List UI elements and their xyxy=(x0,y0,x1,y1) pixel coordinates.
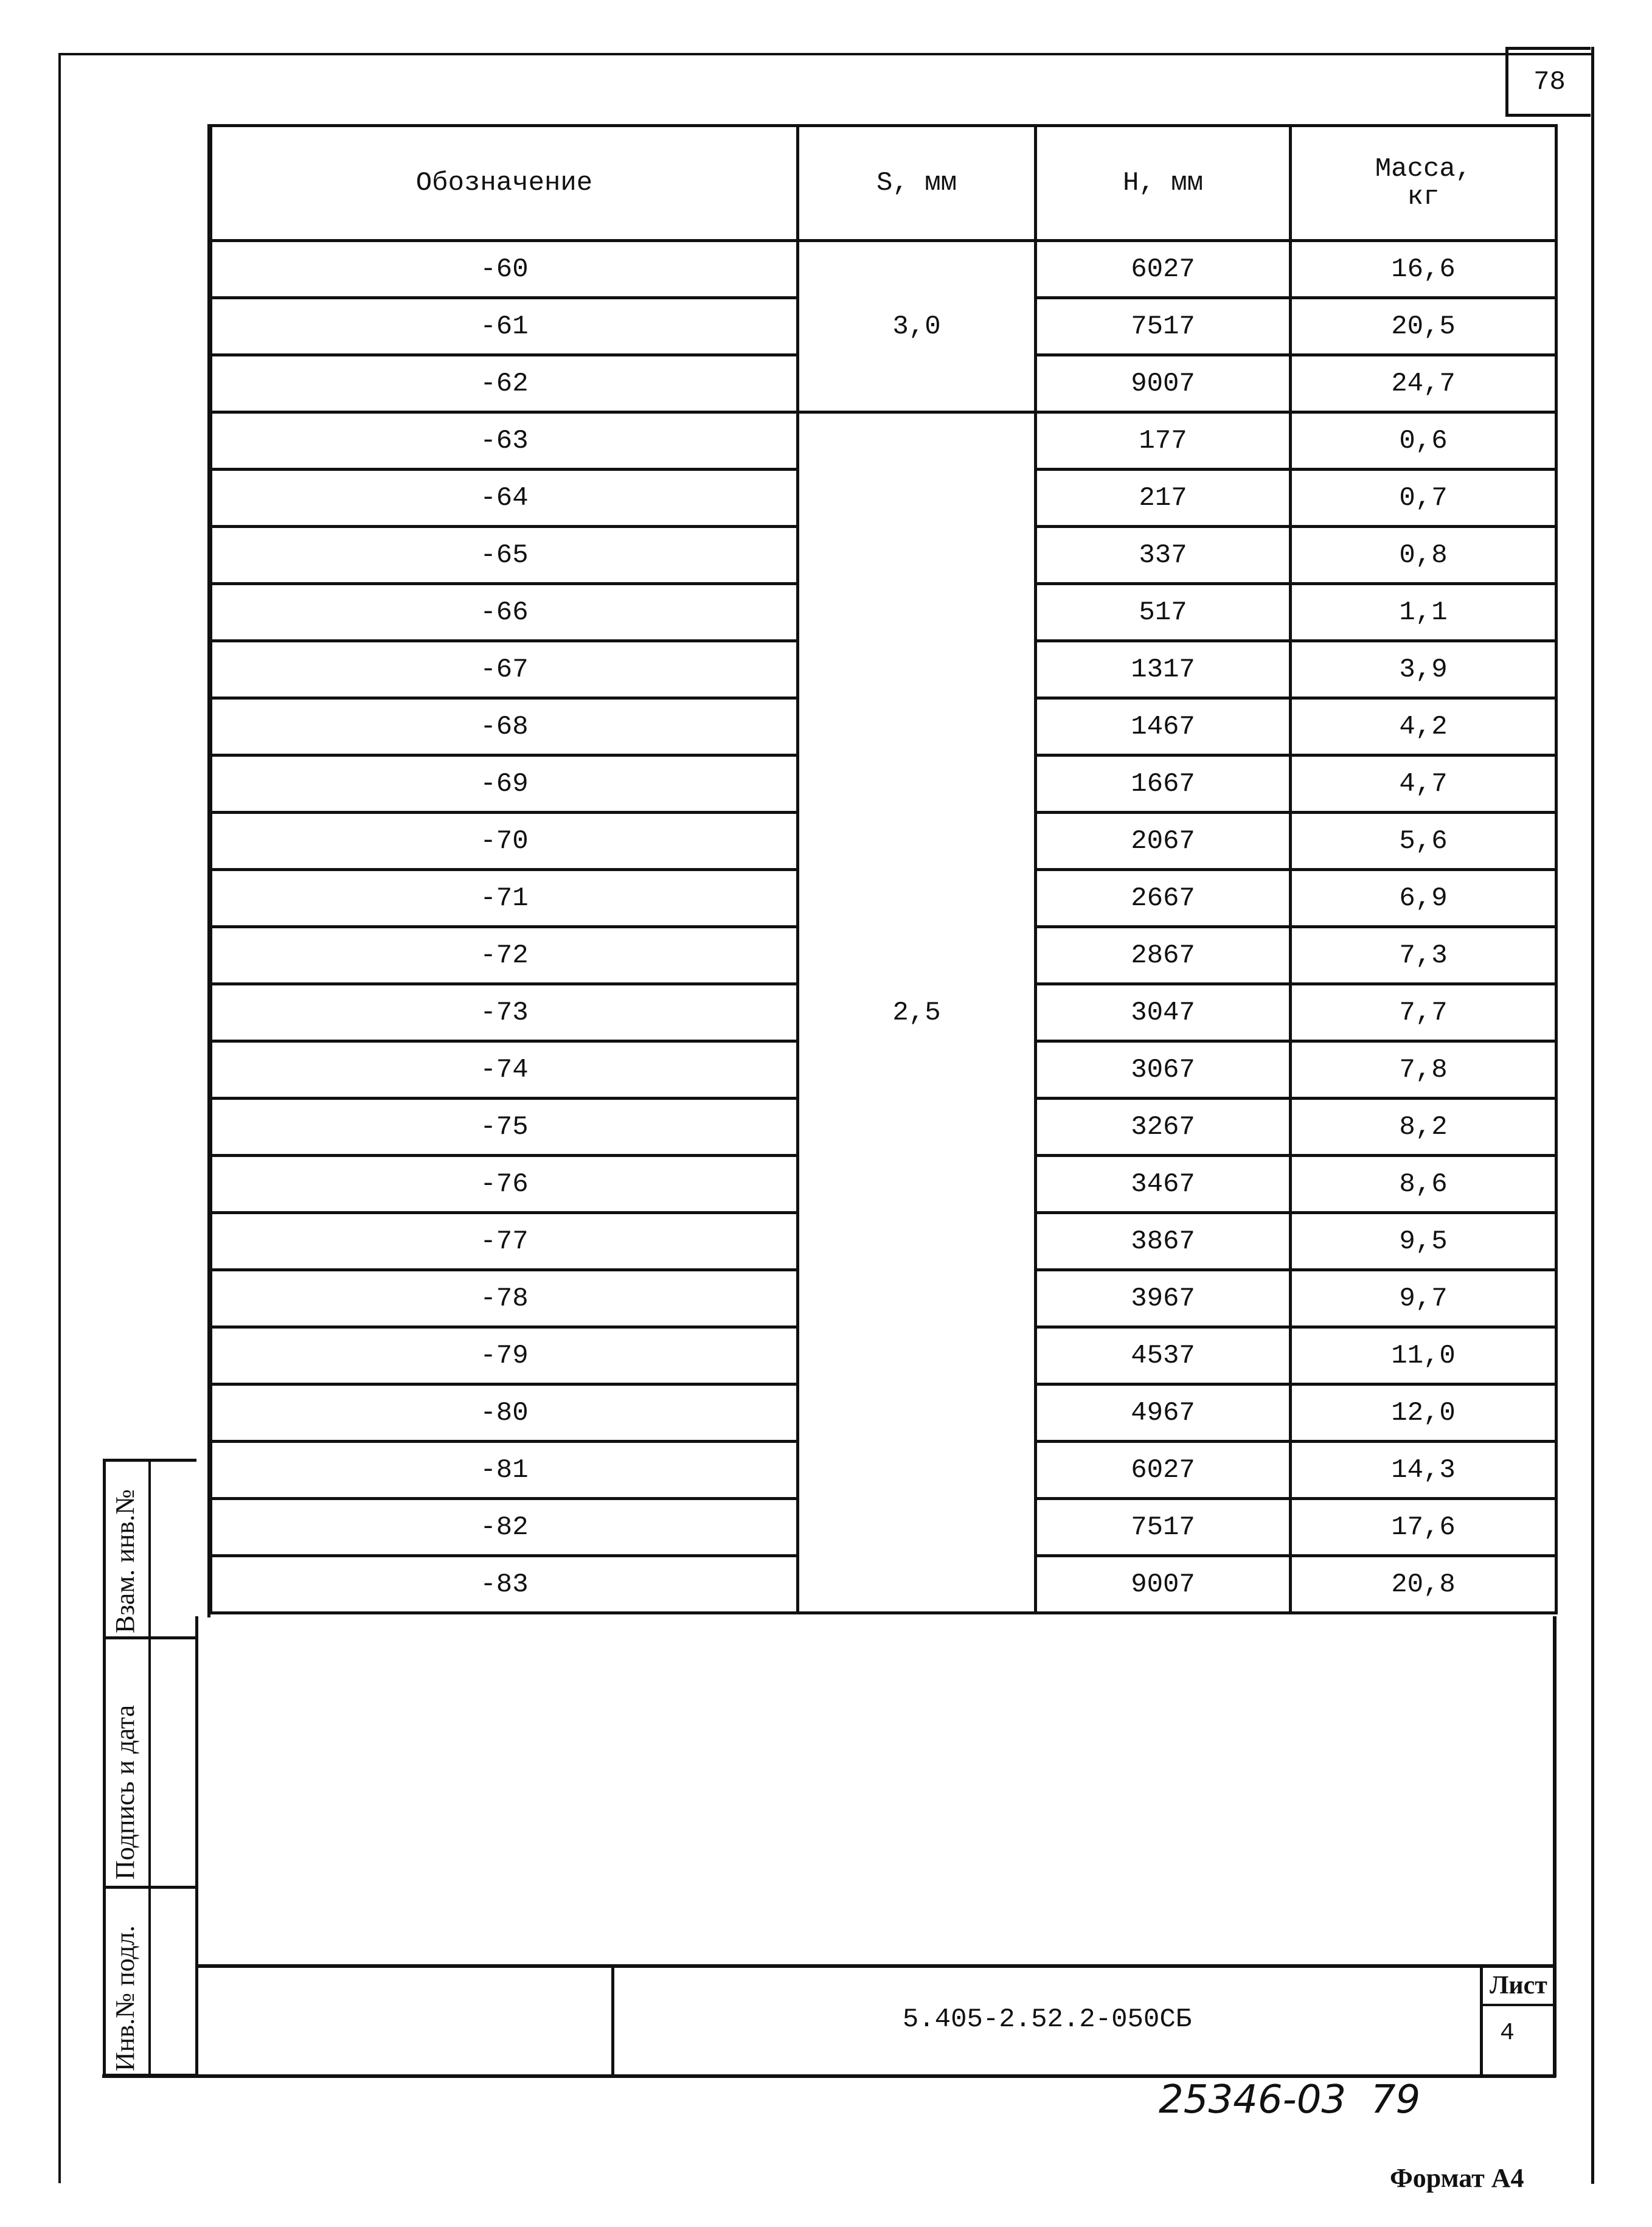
mass-cell: 16,6 xyxy=(1291,241,1557,298)
s-cell: 2,5 xyxy=(798,412,1036,1613)
mass-cell: 4,2 xyxy=(1291,698,1557,756)
designation-cell: -66 xyxy=(211,584,798,641)
designation-cell: -72 xyxy=(211,927,798,984)
mass-cell: 0,6 xyxy=(1291,412,1557,470)
designation-cell: -67 xyxy=(211,641,798,698)
h-cell: 7517 xyxy=(1036,1499,1291,1556)
table-header xyxy=(211,126,1557,241)
h-cell: 3067 xyxy=(1036,1041,1291,1099)
stamp-inv: Инв.№ подл. xyxy=(110,1925,140,2071)
mass-cell: 5,6 xyxy=(1291,813,1557,870)
designation-cell: -65 xyxy=(211,527,798,584)
h-cell: 517 xyxy=(1036,584,1291,641)
designation-cell: -83 xyxy=(211,1556,798,1613)
sheet-number: 4 xyxy=(1499,2020,1515,2047)
mass-cell: 9,5 xyxy=(1291,1213,1557,1270)
designation-cell: -68 xyxy=(211,698,798,756)
h-cell: 7517 xyxy=(1036,298,1291,355)
mass-cell: 20,5 xyxy=(1291,298,1557,355)
designation-cell: -71 xyxy=(211,870,798,927)
designation-cell: -63 xyxy=(211,412,798,470)
header-designation: Обозначение xyxy=(211,126,798,241)
mass-cell: 8,2 xyxy=(1291,1099,1557,1156)
mass-cell: 7,3 xyxy=(1291,927,1557,984)
designation-cell: -64 xyxy=(211,470,798,527)
mass-cell: 12,0 xyxy=(1291,1384,1557,1442)
h-cell: 3267 xyxy=(1036,1099,1291,1156)
frame-right xyxy=(1591,47,1594,2184)
designation-cell: -76 xyxy=(211,1156,798,1213)
handwritten-number: 25346-03 79 xyxy=(1159,2077,1421,2122)
mass-cell: 20,8 xyxy=(1291,1556,1557,1613)
mass-cell: 8,6 xyxy=(1291,1156,1557,1213)
h-cell: 3467 xyxy=(1036,1156,1291,1213)
mass-cell: 14,3 xyxy=(1291,1442,1557,1499)
format-label: Формат А4 xyxy=(1390,2163,1524,2193)
mass-cell: 7,8 xyxy=(1291,1041,1557,1099)
header-h: H, мм xyxy=(1036,126,1291,241)
h-cell: 2667 xyxy=(1036,870,1291,927)
h-cell: 4967 xyxy=(1036,1384,1291,1442)
mass-cell: 17,6 xyxy=(1291,1499,1557,1556)
spec-table xyxy=(209,124,1558,1614)
table-inner-left xyxy=(207,124,210,1617)
designation-cell: -74 xyxy=(211,1041,798,1099)
h-cell: 6027 xyxy=(1036,241,1291,298)
frame-left xyxy=(58,54,61,2183)
designation-cell: -70 xyxy=(211,813,798,870)
document-code: 5.405-2.52.2-050СБ xyxy=(902,2004,1192,2035)
mass-cell: 3,9 xyxy=(1291,641,1557,698)
designation-cell: -81 xyxy=(211,1442,798,1499)
mass-cell: 9,7 xyxy=(1291,1270,1557,1327)
mass-cell: 0,8 xyxy=(1291,527,1557,584)
mass-cell: 24,7 xyxy=(1291,355,1557,412)
page-number-box xyxy=(1505,47,1591,117)
mass-cell: 6,9 xyxy=(1291,870,1557,927)
mass-cell: 1,1 xyxy=(1291,584,1557,641)
designation-cell: -73 xyxy=(211,984,798,1041)
designation-cell: -60 xyxy=(211,241,798,298)
h-cell: 3967 xyxy=(1036,1270,1291,1327)
h-cell: 9007 xyxy=(1036,1556,1291,1613)
h-cell: 3047 xyxy=(1036,984,1291,1041)
sheet-divider xyxy=(1481,2004,1554,2006)
frame-top xyxy=(58,53,1594,55)
mass-cell: 0,7 xyxy=(1291,470,1557,527)
h-cell: 2067 xyxy=(1036,813,1291,870)
s-cell: 3,0 xyxy=(798,241,1036,412)
h-cell: 1317 xyxy=(1036,641,1291,698)
mass-cell: 7,7 xyxy=(1291,984,1557,1041)
stamp-divider-2 xyxy=(103,1886,196,1889)
header-mass: Масса, кг xyxy=(1291,126,1557,241)
header-s: S, мм xyxy=(798,126,1036,241)
designation-cell: -69 xyxy=(211,756,798,813)
h-cell: 177 xyxy=(1036,412,1291,470)
h-cell: 217 xyxy=(1036,470,1291,527)
h-cell: 6027 xyxy=(1036,1442,1291,1499)
mass-cell: 11,0 xyxy=(1291,1327,1557,1384)
h-cell: 1667 xyxy=(1036,756,1291,813)
designation-cell: -79 xyxy=(211,1327,798,1384)
h-cell: 337 xyxy=(1036,527,1291,584)
h-cell: 9007 xyxy=(1036,355,1291,412)
designation-cell: -80 xyxy=(211,1384,798,1442)
page-number: 78 xyxy=(1533,66,1566,97)
h-cell: 1467 xyxy=(1036,698,1291,756)
stamp-vzam: Взам. инв.№ xyxy=(110,1489,140,1633)
designation-cell: -61 xyxy=(211,298,798,355)
frame-inner-right xyxy=(1553,1616,1557,2077)
h-cell: 4537 xyxy=(1036,1327,1291,1384)
mass-cell: 4,7 xyxy=(1291,756,1557,813)
designation-cell: -78 xyxy=(211,1270,798,1327)
stamp-podpis: Подпись и дата xyxy=(110,1704,140,1880)
h-cell: 3867 xyxy=(1036,1213,1291,1270)
designation-cell: -75 xyxy=(211,1099,798,1156)
stamp-divider-1 xyxy=(103,1636,196,1639)
title-block-top xyxy=(195,1964,1555,1968)
h-cell: 2867 xyxy=(1036,927,1291,984)
designation-cell: -82 xyxy=(211,1499,798,1556)
sheet-label: Лист xyxy=(1490,1972,1547,1999)
table-row xyxy=(211,412,1557,470)
designation-cell: -62 xyxy=(211,355,798,412)
designation-cell: -77 xyxy=(211,1213,798,1270)
table-row xyxy=(211,241,1557,298)
stamp-inner-line xyxy=(148,1459,151,2077)
